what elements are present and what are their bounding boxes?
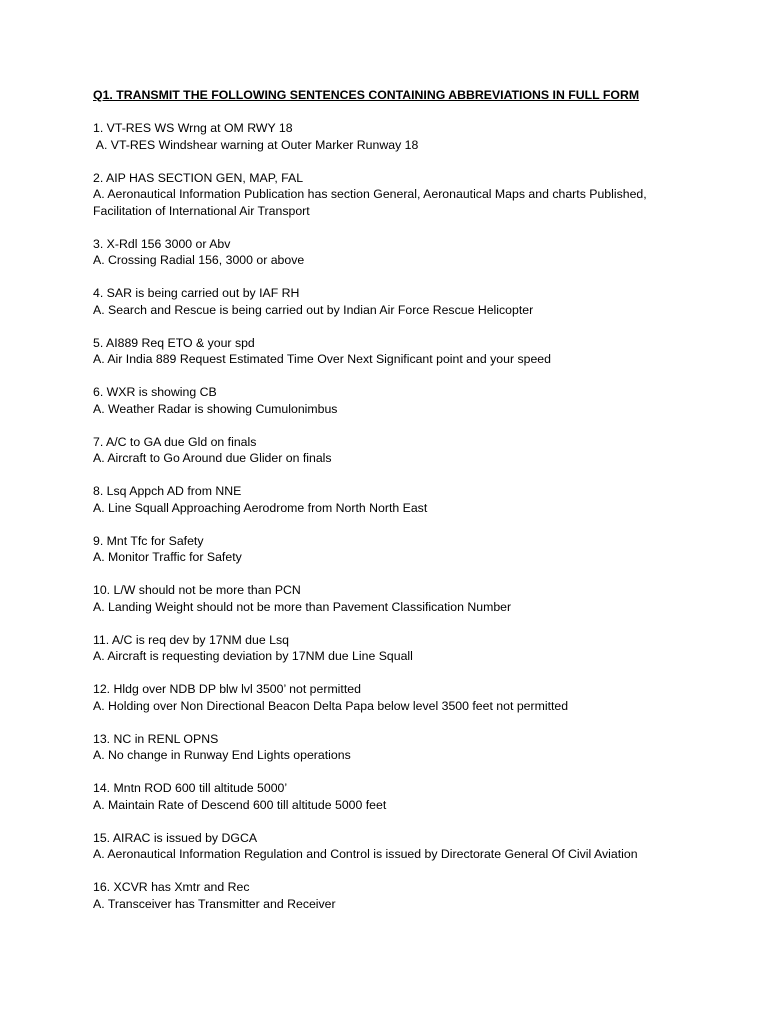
question-6: 6. WXR is showing CB bbox=[93, 385, 217, 399]
answer-14: A. Maintain Rate of Descend 600 till altitude 5000 feet bbox=[93, 797, 387, 812]
qa-item-8 bbox=[93, 483, 753, 516]
question-7: 7. A/C to GA due Gld on finals bbox=[93, 434, 257, 449]
question-14: 14. Mntn ROD 600 till altitude 5000’ bbox=[93, 781, 288, 795]
question-5: 5. AI889 Req ETO & your spd bbox=[93, 335, 255, 350]
question-10: 10. L/W should not be more than PCN bbox=[93, 583, 301, 597]
answer-7: A. Aircraft to Go Around due Glider on finals bbox=[93, 451, 332, 465]
qa-item-6 bbox=[93, 384, 753, 417]
question-12: 12. Hldg over NDB DP blw lvl 3500’ not permitted bbox=[93, 682, 361, 696]
qa-item-12 bbox=[93, 681, 753, 714]
answer-8: A. Line Squall Approaching Aerodrome from North North East bbox=[93, 500, 428, 515]
question-8: 8. Lsq Appch AD from NNE bbox=[93, 484, 242, 498]
answer-2: A. Aeronautical Information Publication has section General, Aeronautical Maps and charts Published, Facilitation of International Air Transport bbox=[93, 187, 647, 218]
question-16: 16. XCVR has Xmtr and Rec bbox=[93, 880, 250, 894]
answer-15: A. Aeronautical Information Regulation and Control is issued by Directorate General Of Civil Aviation bbox=[93, 847, 638, 861]
question-15: 15. AIRAC is issued by DGCA bbox=[93, 830, 258, 845]
answer-13: A. No change in Runway End Lights operations bbox=[93, 748, 351, 762]
answer-9: A. Monitor Traffic for Safety bbox=[93, 550, 242, 564]
qa-item-16 bbox=[93, 879, 753, 912]
question-4: 4. SAR is being carried out by IAF RH bbox=[93, 286, 300, 300]
answer-6: A. Weather Radar is showing Cumulonimbus bbox=[93, 401, 338, 416]
qa-item-5 bbox=[93, 335, 753, 368]
question-13: 13. NC in RENL OPNS bbox=[93, 731, 219, 746]
qa-item-14 bbox=[93, 780, 753, 813]
question-2: 2. AIP HAS SECTION GEN, MAP, FAL bbox=[93, 170, 304, 185]
qa-item-7 bbox=[93, 434, 753, 467]
qa-item-3 bbox=[93, 236, 753, 269]
answer-3: A. Crossing Radial 156, 3000 or above bbox=[93, 253, 305, 267]
qa-item-10 bbox=[93, 582, 753, 615]
qa-item-11 bbox=[93, 632, 753, 665]
qa-item-15 bbox=[93, 830, 753, 863]
qa-item-13 bbox=[93, 731, 753, 764]
page-heading: Q1. TRANSMIT THE FOLLOWING SENTENCES CONTAINING ABBREVIATIONS IN FULL FORM bbox=[93, 88, 640, 102]
answer-1: A. VT-RES Windshear warning at Outer Marker Runway 18 bbox=[93, 137, 419, 152]
question-11: 11. A/C is req dev by 17NM due Lsq bbox=[93, 632, 289, 647]
answer-16: A. Transceiver has Transmitter and Receiver bbox=[93, 896, 336, 911]
qa-item-4 bbox=[93, 285, 753, 318]
answer-11: A. Aircraft is requesting deviation by 17NM due Line Squall bbox=[93, 649, 413, 663]
qa-item-9 bbox=[93, 533, 753, 566]
qa-item-2 bbox=[93, 170, 753, 220]
document-page bbox=[93, 87, 753, 929]
answer-4: A. Search and Rescue is being carried out by Indian Air Force Rescue Helicopter bbox=[93, 302, 534, 317]
question-3: 3. X-Rdl 156 3000 or Abv bbox=[93, 236, 231, 251]
answer-12: A. Holding over Non Directional Beacon Delta Papa below level 3500 feet not permitted bbox=[93, 698, 569, 713]
question-9: 9. Mnt Tfc for Safety bbox=[93, 533, 204, 548]
question-1: 1. VT-RES WS Wrng at OM RWY 18 bbox=[93, 121, 293, 135]
answer-5: A. Air India 889 Request Estimated Time Over Next Significant point and your speed bbox=[93, 352, 551, 366]
answer-10: A. Landing Weight should not be more than Pavement Classification Number bbox=[93, 599, 512, 614]
qa-item-1 bbox=[93, 120, 753, 153]
